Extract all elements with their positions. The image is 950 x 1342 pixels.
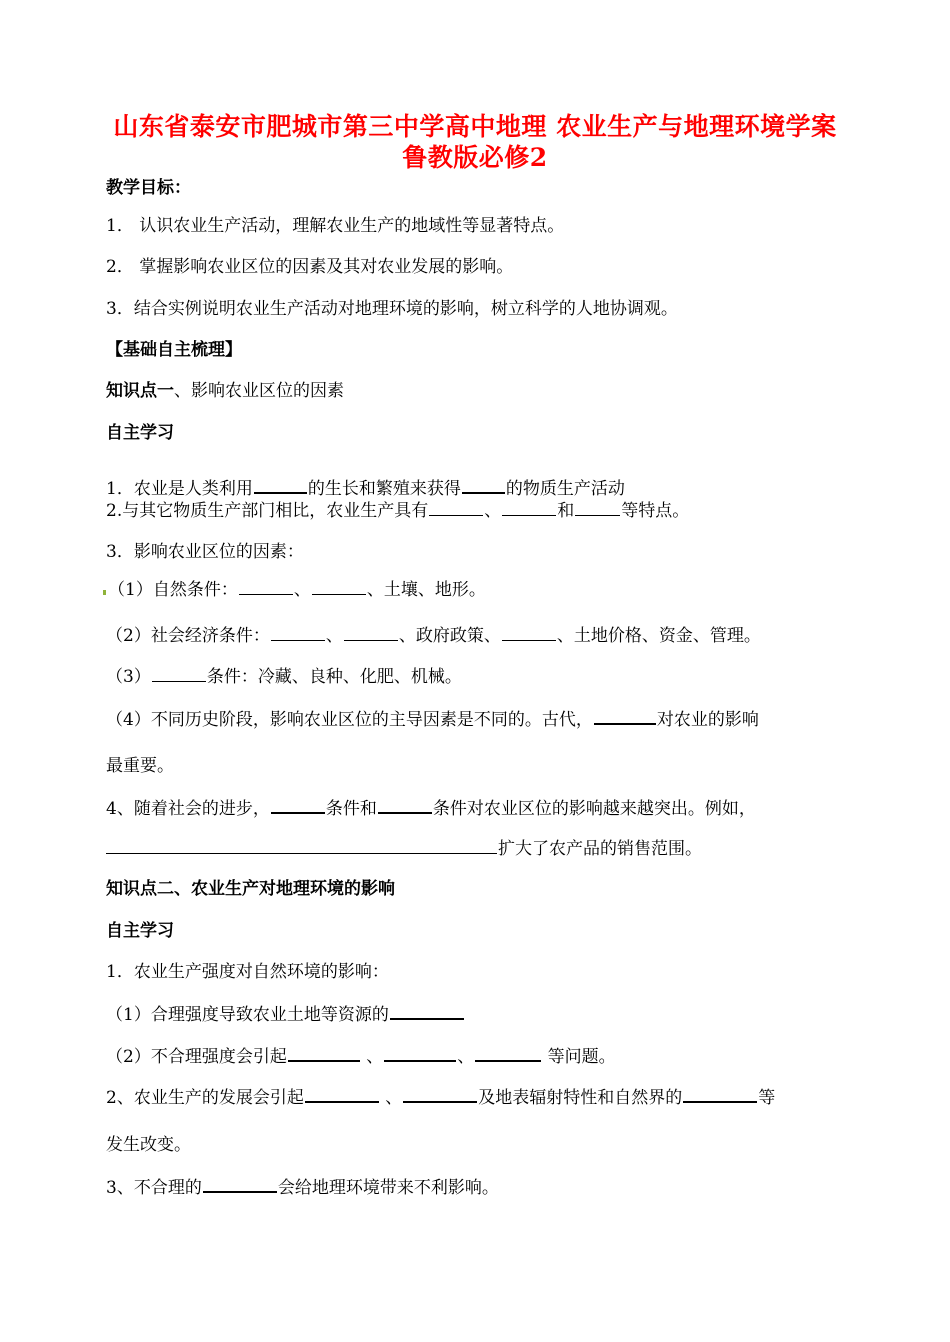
- kp1-q3-tech: （3） 条件：冷藏、良种、化肥、机械。: [106, 667, 462, 687]
- kp2-q3: 3、不合理的 会给地理环境带来不利影响。: [106, 1175, 499, 1199]
- objective-item-2: 2． 掌握影响农业区位的因素及其对农业发展的影响。: [106, 257, 514, 277]
- answer-blank[interactable]: [288, 1044, 360, 1062]
- kp1-q3-social: （2）社会经济条件： 、 、政府政策、 、土地价格、资金、管理。: [106, 626, 761, 646]
- answer-blank[interactable]: [378, 796, 432, 814]
- answer-blank[interactable]: [475, 1044, 541, 1062]
- document-title-line-2: 鲁教版必修2: [402, 143, 548, 172]
- answer-blank[interactable]: [203, 1175, 277, 1193]
- answer-blank[interactable]: [254, 476, 307, 494]
- objective-item-3: 3．结合实例说明农业生产活动对地理环境的影响，树立科学的人地协调观。: [106, 299, 678, 319]
- self-study-heading-1: 自主学习: [106, 423, 174, 443]
- kp1-q4: 4、随着社会的进步， 条件和 条件对农业区位的影响越来越突出。例如，: [106, 796, 756, 820]
- kp1-q4-cont: 扩大了农产品的销售范围。: [106, 837, 702, 860]
- answer-blank[interactable]: [594, 707, 656, 725]
- document-title-line-1: 山东省泰安市肥城市第三中学高中地理 农业生产与地理环境学案: [113, 112, 837, 141]
- knowledge-point-2-heading: 知识点二、农业生产对地理环境的影响: [106, 879, 395, 899]
- kp2-q1: 1．农业生产强度对自然环境的影响：: [106, 962, 389, 982]
- answer-blank[interactable]: [384, 1044, 456, 1062]
- answer-blank[interactable]: [462, 476, 505, 494]
- knowledge-point-1-heading: [106, 380, 344, 402]
- knowledge-point-1-label: 知识点一: [106, 381, 174, 401]
- kp2-q2-cont: 发生改变。: [106, 1135, 191, 1155]
- kp1-q3-natural: （1）自然条件： 、 、土壤、地形。: [103, 578, 486, 601]
- section-heading-objectives: 教学目标：: [106, 178, 191, 198]
- answer-blank[interactable]: [312, 578, 366, 595]
- answer-blank[interactable]: [502, 499, 556, 516]
- kp1-q3: 3．影响农业区位的因素：: [106, 542, 304, 562]
- kp2-q1-unreasonable: （2）不合理强度会引起 、 、 等问题。: [106, 1044, 616, 1068]
- answer-blank[interactable]: [502, 624, 556, 641]
- answer-blank[interactable]: [106, 837, 497, 854]
- answer-blank[interactable]: [429, 499, 483, 516]
- answer-blank[interactable]: [683, 1085, 757, 1103]
- knowledge-point-1-title: 、影响农业区位的因素: [174, 381, 344, 401]
- self-study-heading-2: 自主学习: [106, 921, 174, 941]
- kp1-q3-history: （4）不同历史阶段，影响农业区位的主导因素是不同的。古代， 对农业的影响: [106, 707, 759, 731]
- kp1-q3-history-cont: 最重要。: [106, 756, 174, 776]
- answer-blank[interactable]: [239, 578, 293, 595]
- answer-blank[interactable]: [390, 1002, 464, 1020]
- kp2-q1-reasonable: （1）合理强度导致农业土地等资源的: [106, 1002, 465, 1026]
- kp1-q1: 1．农业是人类利用 的生长和繁殖来获得 的物质生产活动: [106, 476, 625, 500]
- answer-blank[interactable]: [305, 1085, 379, 1103]
- kp1-q2: 2.与其它物质生产部门相比，农业生产具有 、 和 等特点。: [106, 501, 690, 521]
- kp2-q2: 2、农业生产的发展会引起 、 及地表辐射特性和自然界的 等: [106, 1085, 775, 1109]
- section-heading-basics: 【基础自主梳理】: [106, 340, 242, 360]
- objective-item-1: 1． 认识农业生产活动，理解农业生产的地域性等显著特点。: [106, 216, 565, 236]
- marker-dot-icon: [103, 590, 106, 595]
- answer-blank[interactable]: [271, 796, 325, 814]
- answer-blank[interactable]: [344, 624, 398, 641]
- answer-blank[interactable]: [403, 1085, 477, 1103]
- answer-blank[interactable]: [152, 665, 206, 682]
- answer-blank[interactable]: [575, 499, 620, 516]
- answer-blank[interactable]: [271, 624, 325, 641]
